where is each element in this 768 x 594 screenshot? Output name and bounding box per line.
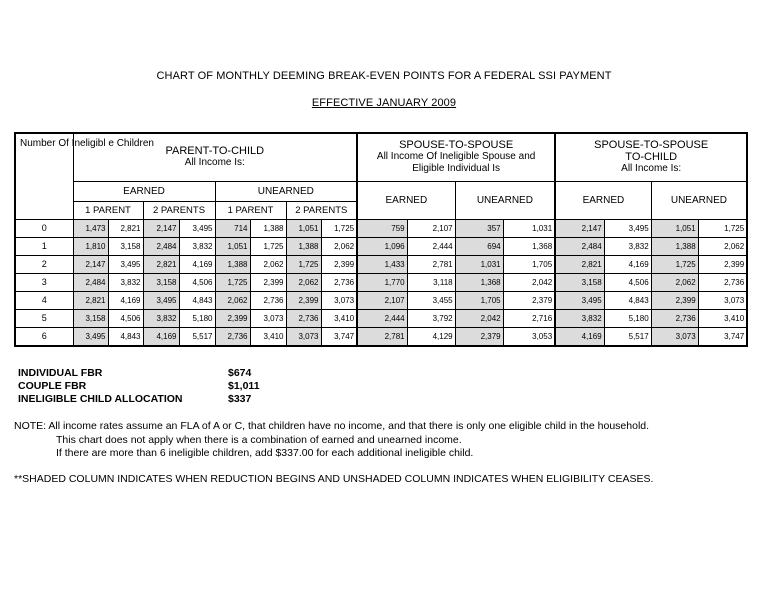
table-cell: 2,821 [108,219,143,237]
table-cell: 2,736 [250,291,286,309]
table-cell: 3,158 [108,237,143,255]
s2s2c-unearned-header: UNEARNED [651,181,747,219]
table-cell: 4,169 [108,291,143,309]
table-cell: 3,053 [503,327,555,346]
table-cell: 3,832 [555,309,604,327]
table-cell: 2,736 [286,309,321,327]
row-children-count: 1 [15,237,73,255]
table-cell: 2,062 [215,291,250,309]
page-title: CHART OF MONTHLY DEEMING BREAK-EVEN POINTS FOR A FEDERAL SSI PAYMENT [156,70,612,82]
row-children-count: 0 [15,219,73,237]
table-cell: 2,042 [503,273,555,291]
table-cell: 2,484 [143,237,179,255]
table-cell: 1,368 [503,237,555,255]
table-cell: 1,705 [503,255,555,273]
table-row [15,291,747,309]
table-cell: 3,495 [143,291,179,309]
table-cell: 4,169 [555,327,604,346]
table-cell: 2,107 [407,219,455,237]
table-cell: 2,399 [321,255,357,273]
fbr-label: INDIVIDUAL FBR [18,367,103,379]
table-cell: 4,506 [604,273,651,291]
table-cell: 1,725 [651,255,698,273]
table-cell: 2,484 [73,273,108,291]
fbr-value: $1,011 [228,380,260,392]
table-cell: 2,107 [357,291,407,309]
table-cell: 3,158 [555,273,604,291]
s2s-header [357,133,555,181]
row-children-count: 4 [15,291,73,309]
table-cell: 1,388 [286,237,321,255]
table-cell: 4,843 [604,291,651,309]
p2c-unearned-1parent: 1 PARENT [215,201,286,219]
table-cell: 3,410 [321,309,357,327]
table-cell: 1,725 [698,219,747,237]
table-cell: 2,821 [143,255,179,273]
table-cell: 2,062 [321,237,357,255]
table-cell: 2,736 [698,273,747,291]
table-cell: 3,495 [73,327,108,346]
s2s2c-title2: TO-CHILD [625,151,678,164]
shade-note: **SHADED COLUMN INDICATES WHEN REDUCTION BEGINS AND UNSHADED COLUMN INDICATES WHEN ELIGIBILITY CEASES. [14,473,654,485]
table-cell: 4,843 [179,291,215,309]
table-cell: 3,073 [321,291,357,309]
table-cell: 2,062 [250,255,286,273]
table-cell: 2,736 [321,273,357,291]
table-cell: 1,770 [357,273,407,291]
note-line: If there are more than 6 ineligible children, add $337.00 for each additional ineligible child. [56,447,474,459]
p2c-earned-2parents: 2 PARENTS [143,201,215,219]
table-cell: 2,062 [698,237,747,255]
table-cell: 5,180 [604,309,651,327]
table-row [15,273,747,291]
table-cell: 3,792 [407,309,455,327]
table-cell: 1,388 [250,219,286,237]
s2s-unearned-header: UNEARNED [455,181,555,219]
table-cell: 3,832 [108,273,143,291]
p2c-title: PARENT-TO-CHILD [165,145,265,158]
table-cell: 694 [455,237,503,255]
table-cell: 5,180 [179,309,215,327]
row-children-count: 3 [15,273,73,291]
table-cell: 1,810 [73,237,108,255]
table-cell: 2,147 [143,219,179,237]
p2c-subtitle: All Income Is: [184,157,245,169]
s2s2c-header [555,133,747,181]
table-cell: 5,517 [179,327,215,346]
table-cell: 4,843 [108,327,143,346]
note-line: This chart does not apply when there is a combination of earned and unearned income. [56,434,462,446]
table-cell: 3,832 [604,237,651,255]
table-cell: 2,781 [407,255,455,273]
table-cell: 2,147 [73,255,108,273]
table-cell: 3,073 [286,327,321,346]
table-cell: 2,821 [73,291,108,309]
table-cell: 1,031 [503,219,555,237]
table-cell: 2,062 [286,273,321,291]
table-cell: 2,399 [651,291,698,309]
table-cell: 3,073 [698,291,747,309]
table-body [15,219,747,346]
table-cell: 2,781 [357,327,407,346]
table-cell: 3,747 [321,327,357,346]
s2s-earned-header: EARNED [357,181,455,219]
table-cell: 1,031 [455,255,503,273]
effective-date: EFFECTIVE JANUARY 2009 [311,97,457,109]
table-cell: 3,832 [143,309,179,327]
table-cell: 1,388 [651,237,698,255]
p2c-unearned-header: UNEARNED [215,181,357,201]
table-cell: 2,399 [250,273,286,291]
table-cell: 714 [215,219,250,237]
table-cell: 3,495 [555,291,604,309]
table-cell: 2,444 [357,309,407,327]
table-cell: 2,399 [698,255,747,273]
fbr-value: $337 [228,393,252,405]
table-cell: 5,517 [604,327,651,346]
table-row [15,219,747,237]
table-cell: 3,495 [108,255,143,273]
table-cell: 2,042 [455,309,503,327]
p2c-earned-1parent: 1 PARENT [73,201,143,219]
table-cell: 3,118 [407,273,455,291]
table-cell: 2,716 [503,309,555,327]
fbr-label: COUPLE FBR [18,380,87,392]
table-cell: 1,725 [215,273,250,291]
s2s2c-subtitle: All Income Is: [621,163,682,175]
table-cell: 1,368 [455,273,503,291]
table-cell: 2,399 [286,291,321,309]
table-cell: 3,410 [250,327,286,346]
row-children-count: 6 [15,327,73,346]
table-cell: 4,129 [407,327,455,346]
table-cell: 3,495 [179,219,215,237]
table-cell: 2,379 [455,327,503,346]
table-cell: 3,073 [651,327,698,346]
table-cell: 1,473 [73,219,108,237]
table-cell: 4,169 [179,255,215,273]
table-cell: 2,444 [407,237,455,255]
table-cell: 2,736 [215,327,250,346]
table-cell: 3,495 [604,219,651,237]
table-cell: 3,747 [698,327,747,346]
table-cell: 1,388 [215,255,250,273]
table-cell: 357 [455,219,503,237]
table-cell: 4,169 [143,327,179,346]
table-cell: 2,821 [555,255,604,273]
table-cell: 3,832 [179,237,215,255]
table-cell: 2,062 [651,273,698,291]
table-cell: 1,051 [286,219,321,237]
table-cell: 3,455 [407,291,455,309]
table-cell: 4,506 [108,309,143,327]
break-even-table [14,132,748,347]
table-cell: 759 [357,219,407,237]
table-cell: 1,433 [357,255,407,273]
s2s-subtitle: All Income Of Ineligible Spouse and Eligible Individual Is [376,151,536,175]
row-children-count: 2 [15,255,73,273]
table-cell: 1,725 [286,255,321,273]
num-children-header: Number Of Ineligibl e Children [15,133,73,219]
table-cell: 2,484 [555,237,604,255]
note-line: NOTE: All income rates assume an FLA of A or C, that children have no income, and that there is only one eligible child in the household. [14,420,650,432]
p2c-earned-header: EARNED [73,181,215,201]
table-cell: 1,051 [651,219,698,237]
table-cell: 1,725 [250,237,286,255]
p2c-unearned-2parents: 2 PARENTS [286,201,357,219]
table-cell: 3,158 [73,309,108,327]
s2s-title: SPOUSE-TO-SPOUSE [399,139,514,152]
fbr-label: INELIGIBLE CHILD ALLOCATION [18,393,183,405]
table-cell: 2,147 [555,219,604,237]
table-cell: 1,096 [357,237,407,255]
table-cell: 2,736 [651,309,698,327]
s2s2c-earned-header: EARNED [555,181,651,219]
table-cell: 3,410 [698,309,747,327]
fbr-value: $674 [228,367,252,379]
table-cell: 1,705 [455,291,503,309]
row-children-count: 5 [15,309,73,327]
table-cell: 2,399 [215,309,250,327]
s2s2c-title: SPOUSE-TO-SPOUSE [594,139,709,152]
table-cell: 3,158 [143,273,179,291]
table-cell: 1,725 [321,219,357,237]
table-row [15,309,747,327]
table-cell: 4,169 [604,255,651,273]
table-row [15,255,747,273]
table-cell: 2,379 [503,291,555,309]
table-cell: 3,073 [250,309,286,327]
table-cell: 1,051 [215,237,250,255]
table-row [15,237,747,255]
table-cell: 4,506 [179,273,215,291]
table-row [15,327,747,346]
